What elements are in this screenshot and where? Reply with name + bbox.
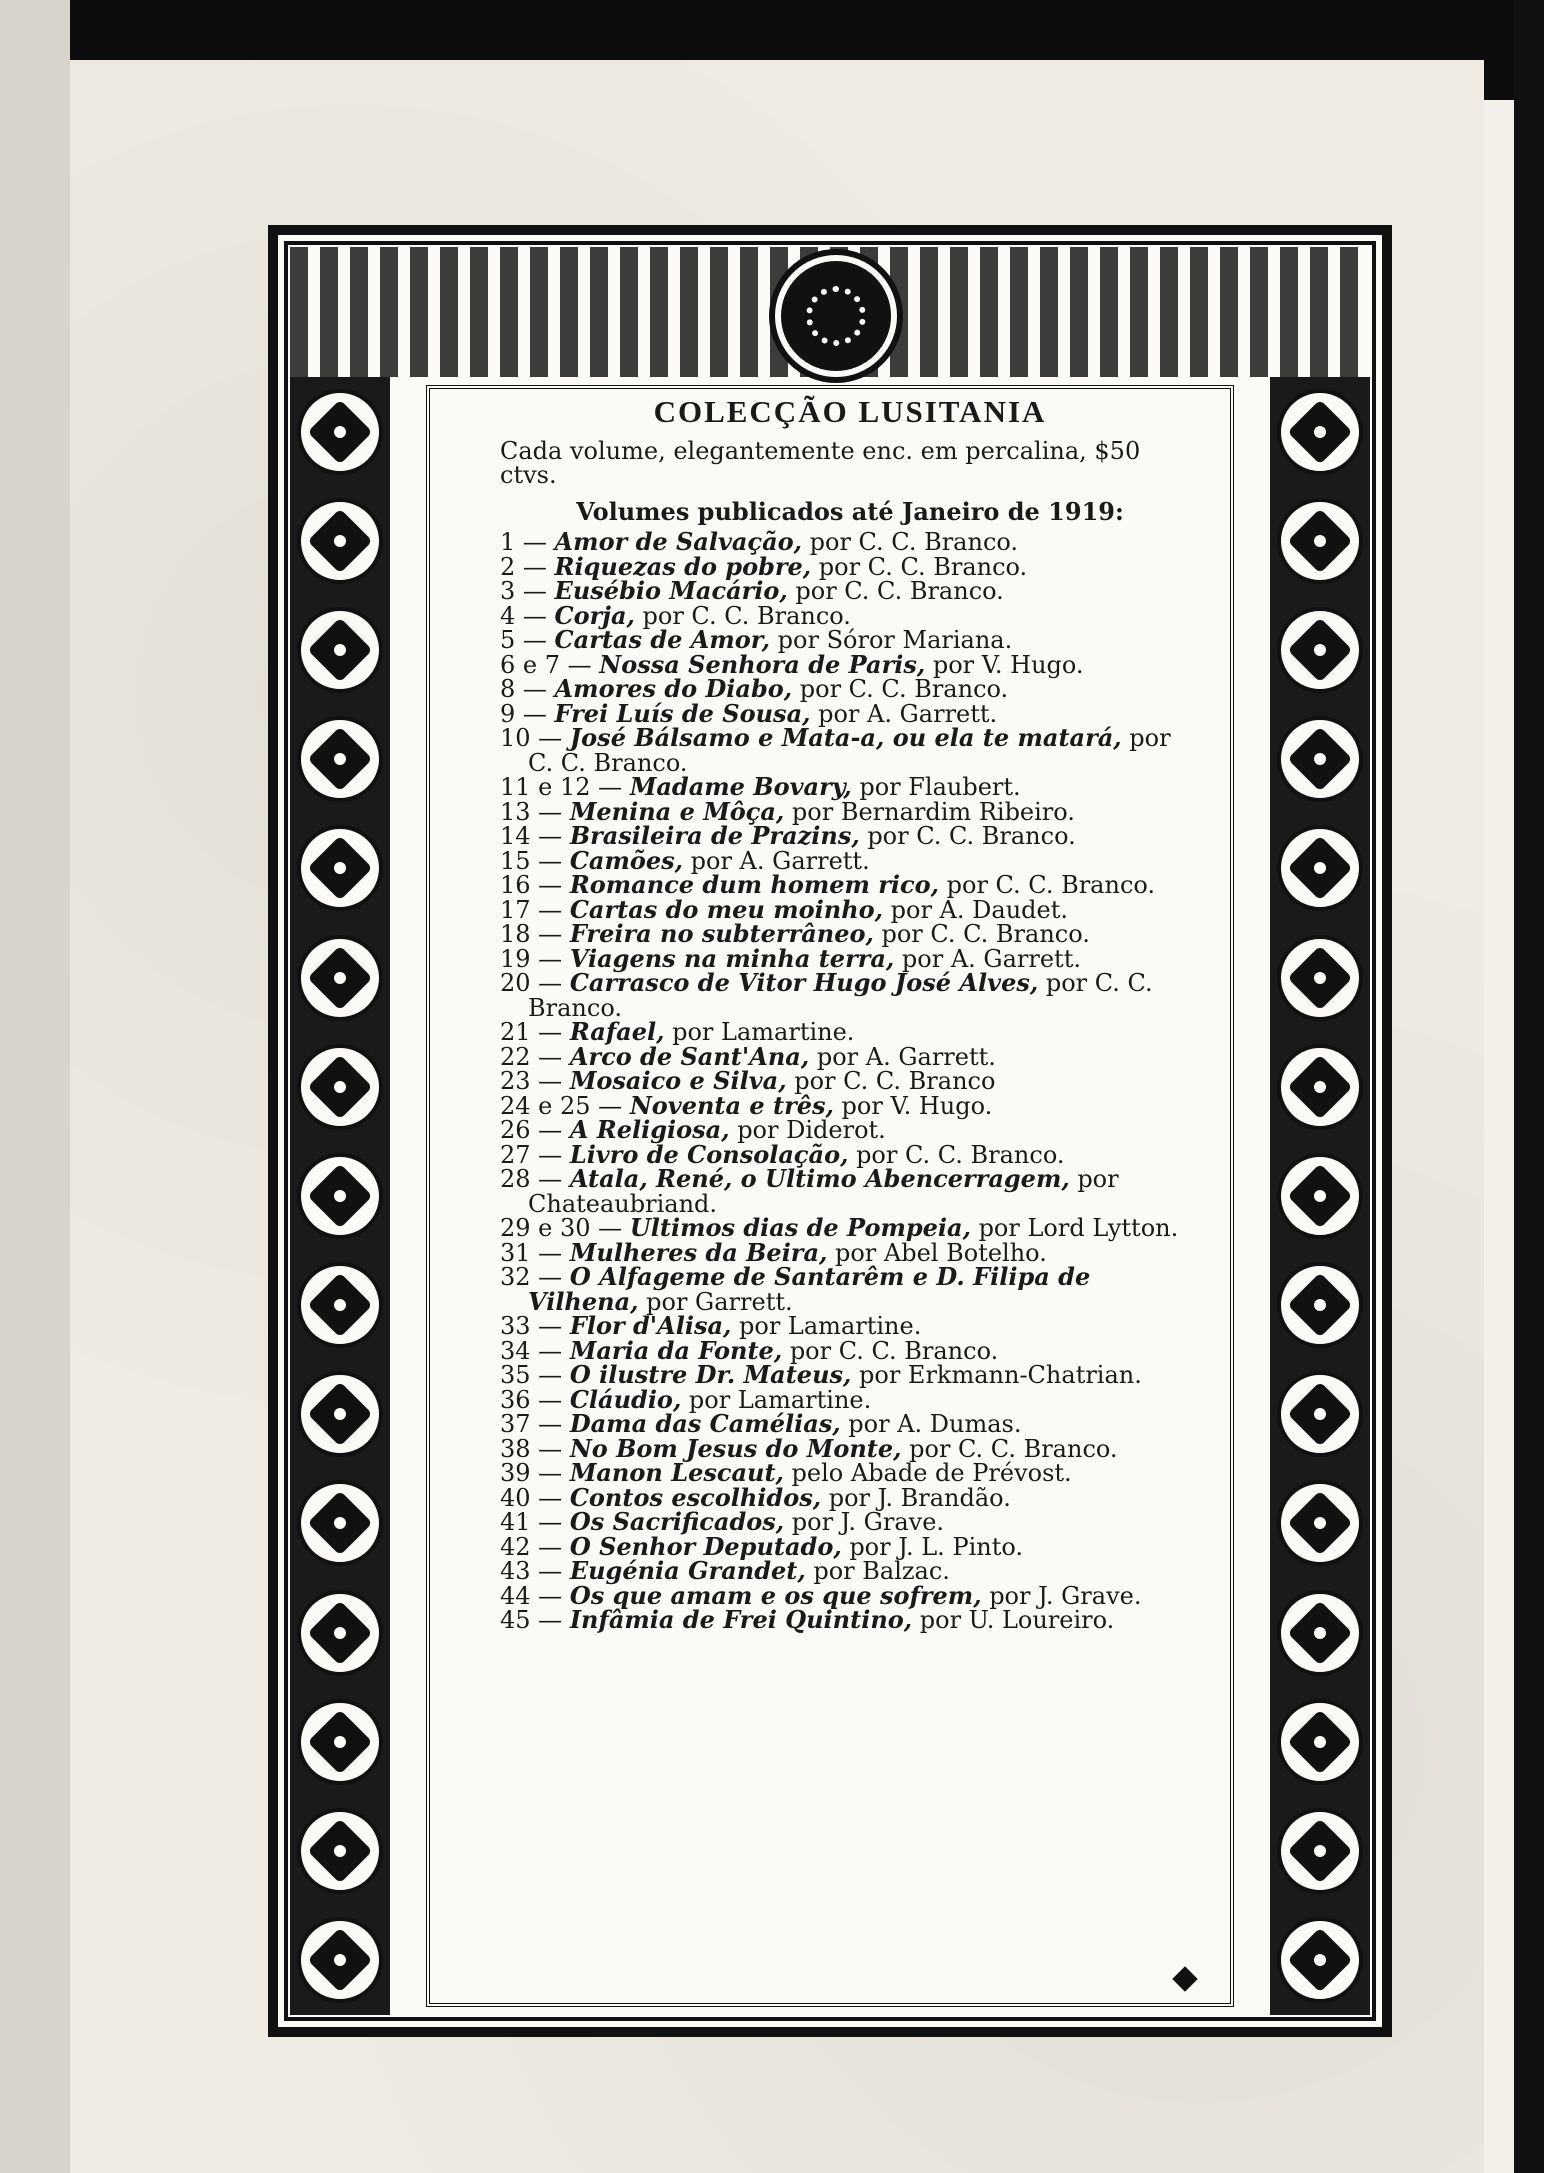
- volume-number: 1 —: [500, 528, 547, 556]
- volume-author: por Lamartine.: [664, 1018, 855, 1046]
- volume-title: Riquezas do pobre,: [554, 551, 812, 581]
- volume-number: 45 —: [500, 1606, 563, 1634]
- volume-title: Viagens na minha terra,: [569, 943, 895, 973]
- volume-author: por J. Grave.: [784, 1508, 945, 1536]
- volume-number: 6 e 7 —: [500, 650, 592, 679]
- volume-title: Maria da Fonte,: [569, 1335, 783, 1365]
- volume-title: O Senhor Deputado,: [569, 1531, 842, 1561]
- volume-author: por Balzac.: [805, 1557, 950, 1585]
- frame-right-column: [1270, 377, 1370, 2015]
- medallion-icon: [297, 1371, 383, 1457]
- volume-entry: [500, 1605, 1200, 1634]
- volume-title: O ilustre Dr. Mateus,: [569, 1360, 852, 1389]
- volume-author: por V. Hugo.: [925, 650, 1084, 679]
- medallion-icon: [1277, 1480, 1363, 1566]
- volume-number: 11 e 12 —: [500, 773, 623, 801]
- medallion-icon: [297, 1590, 383, 1676]
- volume-author: por J. Grave.: [981, 1581, 1142, 1610]
- volume-title: Manon Lescaut,: [569, 1458, 784, 1487]
- volume-author: por Sóror Mariana.: [770, 626, 1013, 654]
- intro-text: Cada volume, elegantemente enc. em percalina, $50 ctvs.: [500, 436, 1141, 489]
- volume-title: Freira no subterrâneo,: [569, 919, 874, 948]
- volume-title: Atala, René, o Ultimo Abencerragem,: [569, 1164, 1070, 1193]
- volume-number: 44 —: [500, 1581, 563, 1610]
- volume-title: Madame Bovary,: [629, 772, 852, 801]
- volume-title: Cartas do meu moinho,: [569, 894, 884, 924]
- volume-title: Eusébio Macário,: [554, 576, 788, 605]
- frame-left-column: [290, 377, 390, 2015]
- volume-number: 8 —: [500, 675, 547, 703]
- volume-title: Cláudio,: [569, 1384, 682, 1414]
- volume-number: 16 —: [500, 871, 563, 899]
- volume-entry: [500, 968, 1200, 1022]
- volume-number: 2 —: [500, 552, 547, 581]
- medallion-icon: [1277, 935, 1363, 1021]
- volume-number: 3 —: [500, 577, 547, 605]
- volume-number: 27 —: [500, 1140, 563, 1169]
- medallion-icon: [1277, 1262, 1363, 1348]
- volume-author: por Lamartine.: [731, 1312, 922, 1340]
- medallion-icon: [297, 389, 383, 475]
- volume-title: Amor de Salvação,: [554, 527, 802, 556]
- volume-author: por C. C. Branco.: [528, 969, 1153, 1022]
- volume-title: Menina e Môça,: [569, 796, 785, 826]
- volume-number: 32 —: [500, 1263, 563, 1291]
- rosette-ornament-icon: [775, 255, 897, 377]
- volume-author: por Bernardim Ribeiro.: [784, 797, 1075, 826]
- medallion-icon: [297, 607, 383, 693]
- medallion-icon: [1277, 825, 1363, 911]
- volume-title: Mosaico e Silva,: [569, 1066, 787, 1095]
- volume-title: Camões,: [569, 845, 684, 875]
- volume-number: 5 —: [500, 626, 547, 654]
- volume-number: 23 —: [500, 1067, 563, 1095]
- volume-author: por C. C. Branco.: [901, 1434, 1118, 1463]
- volume-title: No Bom Jesus do Monte,: [569, 1433, 902, 1463]
- volume-author: por Flaubert.: [851, 773, 1021, 801]
- volume-title: Amores do Diabo,: [554, 674, 793, 703]
- volume-number: 42 —: [500, 1532, 563, 1561]
- medallion-icon: [1277, 1153, 1363, 1239]
- volume-list: [500, 527, 1200, 1634]
- scan-right-dark-edge: [1514, 0, 1544, 2173]
- medallion-icon: [1277, 1371, 1363, 1457]
- volume-number: 37 —: [500, 1410, 563, 1438]
- volume-entry: [500, 1164, 1200, 1218]
- volume-author: por A. Garrett.: [894, 944, 1081, 973]
- volume-title: Nossa Senhora de Paris,: [599, 649, 926, 679]
- medallion-icon: [297, 1699, 383, 1785]
- volume-author: por V. Hugo.: [833, 1091, 993, 1120]
- volume-title: Os que amam e os que sofrem,: [569, 1580, 982, 1610]
- volume-title: Noventa e três,: [629, 1090, 834, 1120]
- volume-title: O Alfageme de Santarêm e D. Filipa de Vilhena,: [528, 1262, 1091, 1316]
- volume-number: 15 —: [500, 846, 563, 875]
- volume-number: 22 —: [500, 1042, 563, 1071]
- volumes-heading: Volumes publicados até Janeiro de 1919:: [576, 496, 1124, 526]
- volume-title: Eugénia Grandet,: [569, 1556, 806, 1585]
- volume-title: Frei Luís de Sousa,: [554, 698, 811, 728]
- volume-title: Cartas de Amor,: [554, 625, 771, 654]
- volume-number: 40 —: [500, 1483, 563, 1512]
- volume-author: por C. C. Branco: [786, 1067, 996, 1095]
- volume-title: Rafael,: [569, 1017, 665, 1046]
- medallion-icon: [1277, 607, 1363, 693]
- volume-title: Dama das Camélias,: [569, 1409, 841, 1438]
- volume-author: pelo Abade de Prévost.: [783, 1459, 1072, 1487]
- volume-number: 36 —: [500, 1385, 563, 1414]
- medallion-icon: [297, 1808, 383, 1894]
- medallion-icon: [1277, 1590, 1363, 1676]
- volume-title: Corja,: [554, 600, 635, 630]
- volume-number: 33 —: [500, 1312, 563, 1340]
- volume-author: por C. C. Branco.: [792, 675, 1009, 703]
- medallion-icon: [297, 1262, 383, 1348]
- medallion-icon: [1277, 1699, 1363, 1785]
- medallion-icon: [297, 1153, 383, 1239]
- volume-title: Arco de Sant'Ana,: [569, 1041, 810, 1071]
- volume-author: por C. C. Branco.: [811, 552, 1028, 581]
- scan-left-margin: [0, 0, 70, 2173]
- medallion-icon: [1277, 1808, 1363, 1894]
- medallion-icon: [297, 935, 383, 1021]
- volume-author: por C. C. Branco.: [802, 528, 1019, 556]
- page-title: COLECÇÃO LUSITANIA: [653, 394, 1047, 429]
- volume-author: por C. C. Branco.: [848, 1140, 1065, 1169]
- volume-title: Contos escolhidos,: [569, 1482, 822, 1512]
- medallion-icon: [1277, 1044, 1363, 1130]
- volume-title: José Bálsamo e Mata-a, ou ela te matará,: [569, 723, 1122, 752]
- volume-number: 17 —: [500, 895, 563, 924]
- volume-title: Ultimos dias de Pompeia,: [629, 1213, 971, 1242]
- volume-title: Carrasco de Vitor Hugo José Alves,: [569, 968, 1039, 997]
- volume-author: por C. C. Branco.: [528, 724, 1171, 777]
- volume-author: por A. Garrett.: [810, 699, 998, 728]
- medallion-icon: [297, 825, 383, 911]
- volume-number: 13 —: [500, 797, 563, 826]
- volume-entry: [500, 1066, 1200, 1095]
- volume-number: 21 —: [500, 1018, 563, 1046]
- volume-author: por C. C. Branco.: [634, 601, 851, 630]
- volume-number: 26 —: [500, 1116, 563, 1144]
- medallion-icon: [1277, 389, 1363, 475]
- volume-author: por U. Loureiro.: [912, 1606, 1115, 1634]
- volume-author: por C. C. Branco.: [787, 577, 1004, 605]
- volume-number: 28 —: [500, 1165, 563, 1193]
- volume-author: por A. Garrett.: [809, 1042, 996, 1071]
- volume-entry: [500, 723, 1200, 777]
- medallion-icon: [297, 1480, 383, 1566]
- volume-number: 10 —: [500, 724, 563, 752]
- volume-author: por Diderot.: [729, 1116, 886, 1144]
- volume-number: 29 e 30 —: [500, 1214, 623, 1242]
- volume-author: por A. Daudet.: [883, 895, 1068, 924]
- volume-author: por C. C. Branco.: [873, 920, 1090, 948]
- volume-author: por A. Dumas.: [840, 1410, 1022, 1438]
- volume-title: Infâmia de Frei Quintino,: [569, 1605, 913, 1634]
- volume-title: Brasileira de Prazins,: [569, 821, 860, 850]
- volume-number: 43 —: [500, 1557, 563, 1585]
- volume-number: 18 —: [500, 920, 563, 948]
- volume-number: 35 —: [500, 1361, 563, 1389]
- volume-number: 41 —: [500, 1508, 563, 1536]
- volume-author: por Lamartine.: [681, 1385, 872, 1414]
- medallion-icon: [1277, 498, 1363, 584]
- volume-entry: [500, 1262, 1200, 1316]
- medallion-icon: [297, 498, 383, 584]
- volume-author: por Chateaubriand.: [528, 1165, 1119, 1218]
- volume-author: por C. C. Branco.: [782, 1336, 999, 1365]
- volume-number: 19 —: [500, 944, 563, 973]
- medallion-icon: [297, 1044, 383, 1130]
- volume-author: por J. Brandão.: [821, 1483, 1011, 1512]
- volume-title: A Religiosa,: [569, 1115, 730, 1144]
- volume-number: 38 —: [500, 1434, 563, 1463]
- medallion-icon: [1277, 716, 1363, 802]
- volume-number: 4 —: [500, 601, 547, 630]
- volume-title: Livro de Consolação,: [569, 1139, 849, 1169]
- volume-author: por Lord Lytton.: [970, 1214, 1179, 1242]
- volume-author: por J. L. Pinto.: [841, 1532, 1024, 1561]
- volume-title: Flor d'Alisa,: [569, 1311, 732, 1340]
- medallion-icon: [297, 716, 383, 802]
- volume-author: por C. C. Branco.: [939, 871, 1156, 899]
- document-body: [500, 394, 1200, 1634]
- volume-number: 9 —: [500, 699, 547, 728]
- volume-author: por Abel Botelho.: [827, 1238, 1047, 1267]
- volume-number: 31 —: [500, 1238, 563, 1267]
- volume-number: 14 —: [500, 822, 563, 850]
- volume-title: Romance dum homem rico,: [569, 870, 939, 899]
- volume-number: 34 —: [500, 1336, 563, 1365]
- volume-number: 20 —: [500, 969, 563, 997]
- volume-author: por A. Garrett.: [683, 846, 870, 875]
- volume-title: Os Sacrificados,: [569, 1507, 785, 1536]
- volume-title: Mulheres da Beira,: [569, 1237, 828, 1267]
- volume-author: por C. C. Branco.: [859, 822, 1076, 850]
- volume-number: 39 —: [500, 1459, 563, 1487]
- volume-author: por Garrett.: [638, 1287, 793, 1316]
- volume-author: por Erkmann-Chatrian.: [851, 1361, 1142, 1389]
- medallion-icon: [297, 1917, 383, 2003]
- volume-number: 24 e 25 —: [500, 1091, 623, 1120]
- medallion-icon: [1277, 1917, 1363, 2003]
